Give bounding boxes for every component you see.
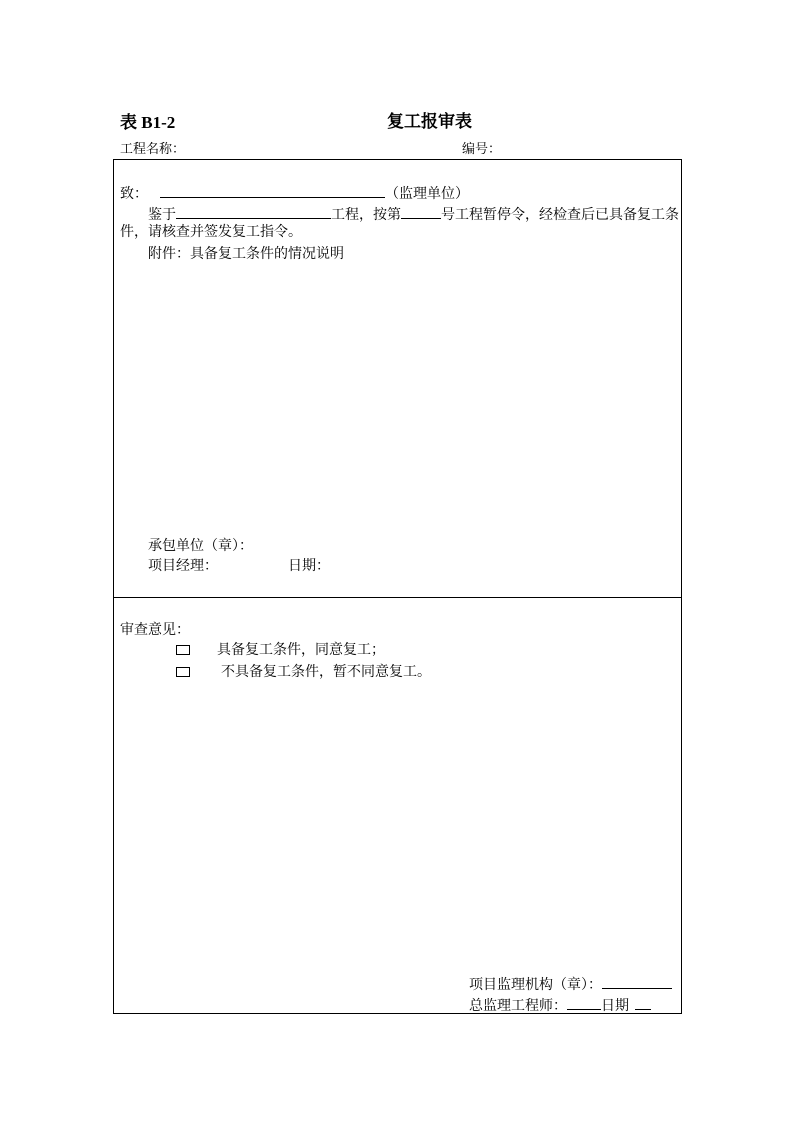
- statement-text-b: 工程，按第: [331, 207, 401, 223]
- reject-label: 不具备复工条件，暂不同意复工。: [221, 664, 431, 680]
- reject-checkbox[interactable]: [176, 667, 190, 677]
- option-approve: [176, 641, 385, 659]
- review-date-label: 日期: [601, 998, 629, 1014]
- attachment-note: 附件：具备复工条件的情况说明: [148, 246, 344, 262]
- supervision-org-blank[interactable]: [602, 974, 672, 989]
- to-label: 致：: [120, 186, 148, 202]
- statement-line-2: 件，请核查并签发复工指令。: [120, 224, 302, 240]
- statement-text-a: 鉴于: [148, 207, 176, 223]
- review-opinion-label: 审查意见：: [120, 622, 190, 638]
- supervisor-suffix: （监理单位）: [385, 186, 469, 202]
- chief-engineer-label: 总监理工程师：: [469, 998, 567, 1014]
- to-line: [120, 183, 469, 203]
- date-label: 日期：: [288, 558, 330, 574]
- statement-line-1: [148, 204, 679, 224]
- review-section: [113, 597, 682, 1014]
- project-blank[interactable]: [176, 204, 331, 219]
- chief-engineer-blank[interactable]: [567, 995, 601, 1010]
- project-manager-label: 项目经理：: [148, 558, 218, 574]
- page-title: 复工报审表: [387, 112, 472, 132]
- option-reject: [176, 663, 431, 681]
- approve-label: 具备复工条件，同意复工；: [217, 642, 385, 658]
- supervision-org-line: [469, 974, 672, 994]
- form-code: 表 B1-2: [120, 113, 176, 132]
- review-date-blank[interactable]: [635, 995, 651, 1010]
- number-label: 编号：: [462, 142, 502, 157]
- approve-checkbox[interactable]: [176, 645, 190, 655]
- order-number-blank[interactable]: [401, 204, 441, 219]
- contractor-label: 承包单位（章）：: [148, 538, 253, 554]
- statement-text-c: 号工程暂停令，经检查后已具备复工条: [441, 207, 679, 223]
- chief-engineer-line: [469, 995, 651, 1015]
- supervisor-unit-blank[interactable]: [160, 183, 385, 198]
- project-name-label: 工程名称：: [120, 142, 186, 157]
- supervision-org-label: 项目监理机构（章）：: [469, 977, 602, 993]
